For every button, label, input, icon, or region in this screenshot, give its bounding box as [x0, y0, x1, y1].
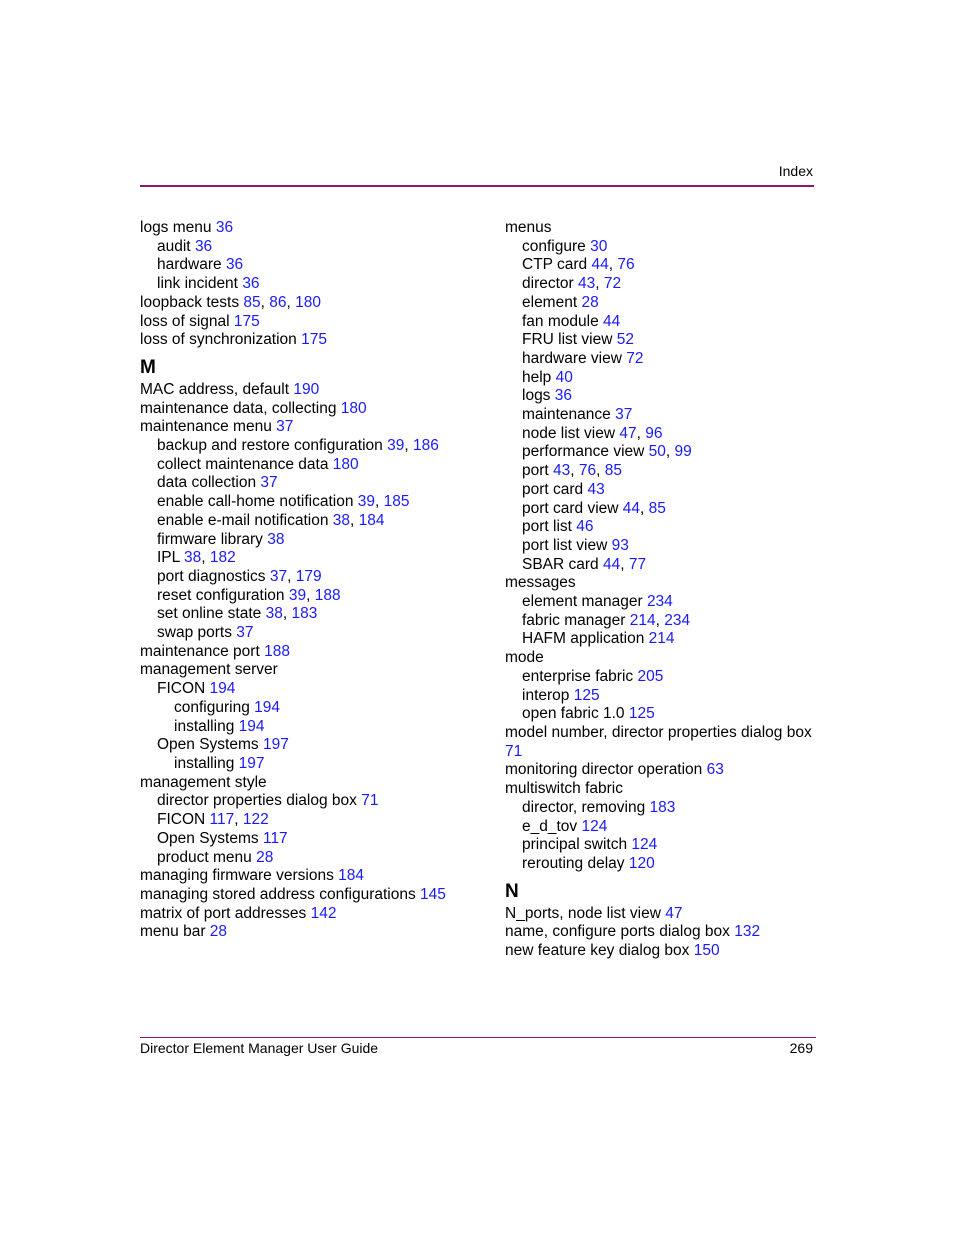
page-link[interactable]: 37	[276, 418, 294, 436]
index-entry	[505, 313, 815, 332]
index-entry: loopback tests 85, 86, 180	[140, 293, 322, 311]
index-column-left	[140, 219, 480, 942]
index-term: firmware library	[157, 530, 263, 548]
index-term: management style	[140, 773, 267, 791]
running-header: Index	[778, 163, 813, 179]
page-link[interactable]: 44	[602, 555, 621, 573]
index-entry	[505, 630, 815, 649]
index-term: enterprise fabric	[522, 667, 634, 685]
index-term: e_d_tov	[522, 817, 578, 835]
index-term: installing	[174, 717, 235, 735]
index-term: MAC address, default	[140, 380, 290, 398]
index-entry	[140, 774, 480, 793]
page-link[interactable]: 71	[361, 792, 379, 810]
index-term: fabric manager	[522, 611, 626, 629]
index-entry: fabric manager 214, 234	[522, 611, 691, 629]
index-entry: reset configuration 39, 188	[157, 586, 341, 604]
index-entry	[505, 387, 815, 406]
index-entry	[505, 799, 815, 818]
index-entry	[505, 818, 815, 837]
index-term: messages	[505, 574, 576, 592]
index-entry	[505, 537, 815, 556]
page-link[interactable]: 40	[555, 368, 573, 386]
index-term: maintenance port	[140, 642, 260, 660]
page-link[interactable]: 37	[236, 624, 254, 642]
index-entry	[505, 238, 815, 257]
index-term: new feature key dialog box	[505, 942, 690, 960]
page-link[interactable]: 86	[269, 293, 287, 311]
page-link[interactable]: 197	[238, 754, 265, 772]
index-term: node list view	[522, 424, 616, 442]
index-term: performance view	[522, 443, 645, 461]
page-link[interactable]: 43	[553, 462, 571, 480]
page-link[interactable]: 72	[603, 275, 622, 293]
index-term: port list view	[522, 536, 608, 554]
page-link[interactable]: 186	[412, 437, 439, 455]
page-link[interactable]: 47	[665, 904, 683, 922]
page-link[interactable]: 197	[262, 736, 289, 754]
page-link[interactable]: 38	[184, 549, 202, 567]
index-term: interop	[522, 686, 570, 704]
page-link[interactable]: 180	[295, 293, 322, 311]
index-term: loss of signal	[140, 312, 230, 330]
page-link[interactable]: 77	[628, 555, 647, 573]
index-entry	[140, 331, 480, 350]
index-entry	[505, 668, 815, 687]
page-link[interactable]: 234	[664, 611, 691, 629]
index-term: CTP card	[522, 256, 588, 274]
footer-book-title: Director Element Manager User Guide	[140, 1040, 379, 1056]
index-entry: set online state 38, 183	[157, 605, 318, 623]
index-entry	[140, 680, 480, 699]
index-term: element	[522, 293, 578, 311]
page-link[interactable]: 182	[209, 549, 236, 567]
index-entry	[140, 905, 480, 924]
index-entry	[140, 400, 480, 419]
index-term: help	[522, 368, 552, 386]
page-link[interactable]: 179	[295, 567, 322, 585]
page-link[interactable]: 37	[269, 567, 288, 585]
index-entry	[505, 294, 815, 313]
index-entry	[505, 687, 815, 706]
page-link[interactable]: 76	[617, 256, 635, 274]
index-term: installing	[174, 754, 235, 772]
index-term: logs	[522, 387, 551, 405]
index-term: FICON	[157, 811, 206, 829]
index-entry	[505, 649, 815, 668]
index-entry: IPL 38, 182	[157, 549, 236, 567]
index-term: managing stored address configurations	[140, 885, 416, 903]
index-entry	[140, 624, 480, 643]
page-link[interactable]: 185	[383, 493, 410, 511]
index-entry: FICON 117, 122	[157, 811, 269, 829]
index-term: audit	[157, 237, 191, 255]
index-term: FRU list view	[522, 331, 613, 349]
page-link[interactable]: 124	[581, 817, 608, 835]
index-term: model number, director properties dialog box	[505, 723, 812, 741]
index-entry	[140, 238, 480, 257]
page-link[interactable]: 184	[358, 511, 385, 529]
index-term: management server	[140, 661, 278, 679]
index-term: element manager	[522, 593, 643, 611]
index-term: collect maintenance data	[157, 455, 329, 473]
page-link[interactable]: 205	[637, 667, 664, 685]
index-entry	[505, 574, 815, 593]
index-entry	[140, 736, 480, 755]
index-term: name, configure ports dialog box	[505, 923, 730, 941]
page-link[interactable]: 28	[581, 293, 599, 311]
page-link[interactable]: 30	[590, 237, 608, 255]
index-term: port diagnostics	[157, 567, 266, 585]
index-entry	[140, 792, 480, 811]
index-term: HAFM application	[522, 630, 645, 648]
page-link[interactable]: 46	[576, 518, 594, 536]
page-link[interactable]: 28	[209, 923, 228, 941]
page-link[interactable]: 180	[340, 399, 367, 417]
index-entry	[505, 593, 815, 612]
page-link[interactable]: 44	[622, 499, 641, 517]
index-entry	[505, 219, 815, 238]
page-link[interactable]: 38	[265, 605, 283, 623]
index-term: multiswitch fabric	[505, 780, 623, 798]
index-term: FICON	[157, 680, 206, 698]
index-entry: backup and restore configuration 39, 186	[157, 437, 439, 455]
index-entry: performance view 50, 99	[522, 443, 692, 461]
page-link[interactable]: 188	[264, 642, 290, 660]
page-link[interactable]: 117	[262, 829, 288, 847]
index-term: configuring	[174, 698, 250, 716]
index-column-right	[505, 219, 815, 961]
page-link[interactable]: 124	[631, 836, 658, 854]
index-entry: CTP card 44, 76	[522, 256, 635, 274]
index-term: N_ports, node list view	[505, 904, 661, 922]
page-link[interactable]: 194	[209, 680, 236, 698]
page-link[interactable]: 180	[332, 455, 359, 473]
index-entry	[505, 481, 815, 500]
page-link[interactable]: 142	[310, 904, 337, 922]
page-link[interactable]: 63	[706, 761, 724, 779]
page-link[interactable]: 36	[554, 387, 572, 405]
index-entry	[140, 643, 480, 662]
index-term: reset configuration	[157, 586, 285, 604]
index-term: swap ports	[157, 624, 232, 642]
page-link[interactable]: 85	[243, 293, 261, 311]
index-term: configure	[522, 237, 586, 255]
index-entry	[140, 849, 480, 868]
index-term: port card	[522, 480, 584, 498]
page-link[interactable]: 71	[505, 742, 523, 760]
page-link[interactable]: 214	[629, 611, 656, 629]
index-entry	[505, 836, 815, 855]
index-term: Open Systems	[157, 736, 259, 754]
page-link[interactable]: 122	[242, 811, 269, 829]
page-link[interactable]: 117	[209, 811, 235, 829]
index-letter-heading: N	[505, 880, 519, 902]
index-entry	[140, 755, 480, 774]
index-entry	[505, 942, 815, 961]
index-term: maintenance data, collecting	[140, 399, 337, 417]
page-link[interactable]: 175	[301, 331, 327, 349]
page-link[interactable]: 190	[293, 380, 320, 398]
index-entry: SBAR card 44, 77	[522, 555, 647, 573]
index-entry	[505, 518, 815, 537]
index-entry	[505, 350, 815, 369]
page-link[interactable]: 36	[194, 237, 213, 255]
index-entry	[140, 256, 480, 275]
index-entry: enable call-home notification 39, 185	[157, 493, 410, 511]
index-entry	[140, 219, 480, 238]
index-term: menu bar	[140, 923, 206, 941]
page-link[interactable]: 93	[611, 536, 629, 554]
page-link[interactable]: 72	[626, 349, 644, 367]
header-rule	[140, 185, 814, 187]
page-link[interactable]: 50	[648, 443, 666, 461]
page-link[interactable]: 36	[242, 275, 260, 293]
index-letter-heading: M	[140, 356, 156, 378]
index-term: Open Systems	[157, 829, 259, 847]
page-link[interactable]: 125	[628, 705, 655, 723]
page-link[interactable]: 125	[573, 686, 600, 704]
page-link[interactable]: 234	[646, 593, 673, 611]
page-link[interactable]: 184	[338, 867, 365, 885]
index-term: maintenance	[522, 406, 611, 424]
index-term: IPL	[157, 549, 180, 567]
page-link[interactable]: 43	[578, 275, 596, 293]
index-entry	[140, 381, 480, 400]
index-entry	[140, 867, 480, 886]
index-entry	[505, 705, 815, 724]
page-link[interactable]: 52	[616, 331, 634, 349]
index-term: maintenance menu	[140, 418, 272, 436]
index-term: loss of synchronization	[140, 331, 297, 349]
page-link[interactable]: 99	[674, 443, 692, 461]
index-entry	[140, 275, 480, 294]
index-term: hardware	[157, 256, 222, 274]
page-link[interactable]: 150	[693, 942, 720, 960]
index-entry	[505, 331, 815, 350]
index-term: mode	[505, 649, 544, 667]
page-link[interactable]: 145	[420, 885, 446, 903]
index-entry	[505, 905, 815, 924]
index-entry	[505, 780, 815, 799]
index-entry	[140, 718, 480, 737]
index-term: backup and restore configuration	[157, 437, 383, 455]
index-entry: enable e-mail notification 38, 184	[157, 511, 385, 529]
index-term: port list	[522, 518, 572, 536]
index-entry	[505, 855, 815, 874]
index-term: fan module	[522, 312, 599, 330]
index-term: set online state	[157, 605, 262, 623]
index-term: enable call-home notification	[157, 493, 354, 511]
page-link[interactable]: 175	[233, 312, 260, 330]
index-term: director	[522, 275, 574, 293]
page-link[interactable]: 36	[225, 256, 244, 274]
index-term: open fabric 1.0	[522, 705, 625, 723]
page-link[interactable]: 188	[314, 586, 341, 604]
page-link[interactable]: 85	[604, 462, 623, 480]
index-entry	[505, 406, 815, 425]
page-link[interactable]: 44	[591, 256, 609, 274]
index-term: port card view	[522, 499, 619, 517]
index-term: loopback tests	[140, 293, 240, 311]
index-entry	[505, 724, 815, 761]
index-entry	[140, 531, 480, 550]
page-link[interactable]: 37	[615, 406, 633, 424]
page-link[interactable]: 96	[645, 424, 663, 442]
index-term: product menu	[157, 848, 252, 866]
page-link[interactable]: 47	[619, 424, 637, 442]
index-entry	[505, 923, 815, 942]
index-term: link incident	[157, 275, 238, 293]
index-term: director, removing	[522, 798, 646, 816]
index-entry: port card view 44, 85	[522, 499, 666, 517]
index-entry: port diagnostics 37, 179	[157, 567, 322, 585]
index-term: SBAR card	[522, 555, 599, 573]
page-link[interactable]: 39	[288, 586, 307, 604]
page-number: 269	[789, 1040, 813, 1056]
page-link[interactable]: 76	[578, 462, 597, 480]
page-link[interactable]: 194	[238, 717, 265, 735]
page-link[interactable]: 194	[254, 698, 281, 716]
page-link[interactable]: 37	[260, 474, 278, 492]
index-term: data collection	[157, 474, 257, 492]
index-term: managing firmware versions	[140, 867, 334, 885]
index-term: rerouting delay	[522, 854, 625, 872]
index-entry	[140, 313, 480, 332]
index-entry	[140, 474, 480, 493]
index-term: logs menu	[140, 219, 212, 236]
index-term: principal switch	[522, 836, 628, 854]
index-entry	[140, 661, 480, 680]
index-term: enable e-mail notification	[157, 511, 329, 529]
page-link[interactable]: 214	[648, 630, 675, 648]
page-link[interactable]: 38	[267, 530, 285, 548]
index-entry	[140, 886, 480, 905]
page-link[interactable]: 39	[357, 493, 376, 511]
footer-rule	[140, 1037, 816, 1038]
index-entry	[505, 369, 815, 388]
page-link[interactable]: 43	[587, 480, 605, 498]
page-link[interactable]: 39	[387, 437, 405, 455]
page-link[interactable]: 85	[648, 499, 666, 517]
index-term: menus	[505, 219, 552, 236]
page-link[interactable]: 38	[332, 511, 351, 529]
index-term: port	[522, 462, 549, 480]
index-term: monitoring director operation	[505, 761, 703, 779]
index-entry	[140, 699, 480, 718]
index-entry: director 43, 72	[522, 275, 622, 293]
index-entry	[140, 456, 480, 475]
index-entry	[140, 830, 480, 849]
index-term: director properties dialog box	[157, 792, 357, 810]
index-entry	[140, 418, 480, 437]
index-entry	[140, 923, 480, 942]
index-term: matrix of port addresses	[140, 904, 307, 922]
page-link[interactable]: 132	[734, 923, 761, 941]
page-link[interactable]: 36	[215, 219, 234, 236]
index-term: hardware view	[522, 349, 622, 367]
page-link[interactable]: 120	[628, 854, 655, 872]
page-link[interactable]: 28	[256, 848, 274, 866]
page-link[interactable]: 183	[649, 798, 676, 816]
page-link[interactable]: 44	[603, 312, 621, 330]
page-link[interactable]: 183	[291, 605, 318, 623]
index-entry: node list view 47, 96	[522, 424, 663, 442]
index-entry: port 43, 76, 85	[522, 462, 623, 480]
index-entry	[505, 761, 815, 780]
